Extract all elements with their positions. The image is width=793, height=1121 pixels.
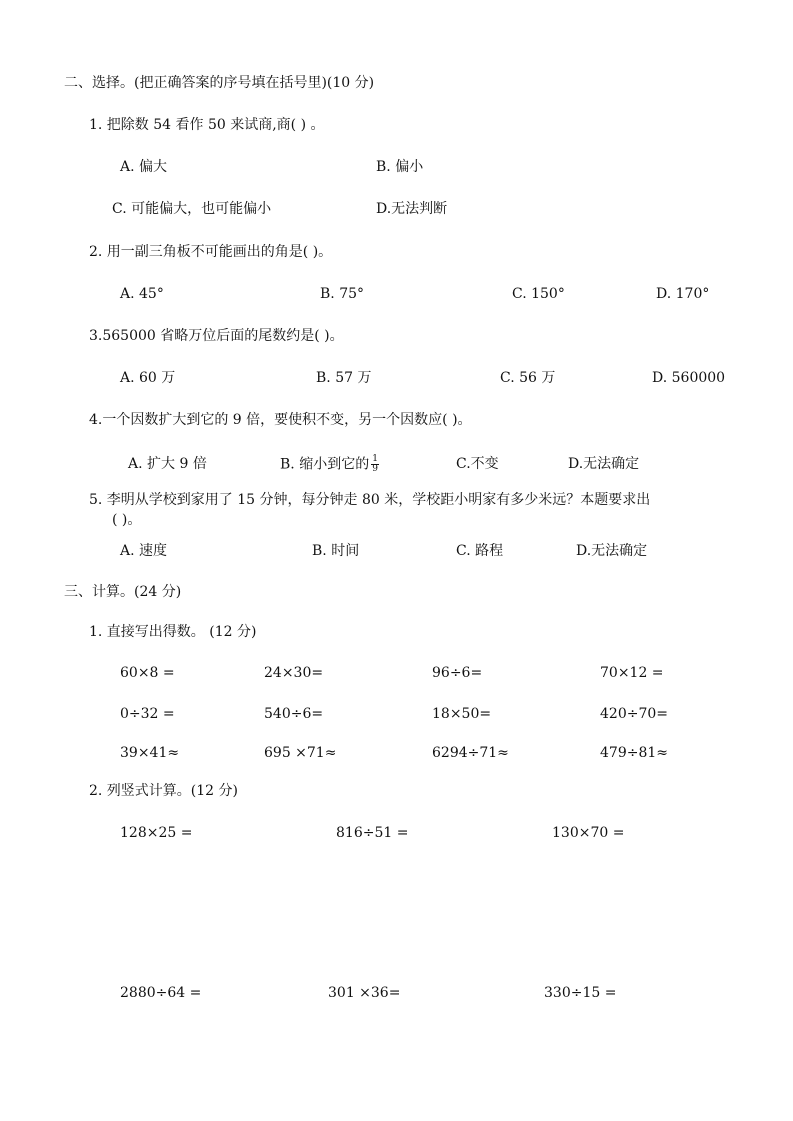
calc-item: 70×12 = <box>600 665 664 681</box>
q1-option-a: A. 偏大 <box>120 159 168 175</box>
vertical-calc-item: 330÷15 = <box>544 985 617 1001</box>
calc-item: 18×50= <box>432 706 492 722</box>
calc-item: 479÷81≈ <box>600 745 668 761</box>
fraction <box>371 455 379 474</box>
q4-option-c: C.不变 <box>456 456 499 472</box>
vertical-calc-item: 130×70 = <box>552 825 625 841</box>
fraction-numerator: 1 <box>372 454 378 464</box>
q4-option-d: D.无法确定 <box>568 456 640 472</box>
q2-option-a: A. 45° <box>120 286 164 302</box>
p1-title: 1. 直接写出得数。 (12 分) <box>89 624 257 640</box>
q3-option-b: B. 57 万 <box>316 370 372 386</box>
q3-stem: 3.565000 省略万位后面的尾数约是( )。 <box>89 328 344 344</box>
q3-option-a: A. 60 万 <box>120 370 176 386</box>
vertical-calc-item: 816÷51 = <box>336 825 409 841</box>
section-2-heading: 二、选择。(把正确答案的序号填在括号里)(10 分) <box>64 75 375 91</box>
q3-option-c: C. 56 万 <box>500 370 556 386</box>
q1-option-c: C. 可能偏大，也可能偏小 <box>112 201 272 217</box>
calc-item: 420÷70= <box>600 706 668 722</box>
q4-option-b <box>280 455 379 474</box>
q5-option-a: A. 速度 <box>120 543 168 559</box>
q4-option-a: A. 扩大 9 倍 <box>128 456 207 472</box>
vertical-calc-item: 128×25 = <box>120 825 193 841</box>
calc-item: 96÷6= <box>432 665 483 681</box>
q5-stem-line2: ( )。 <box>112 512 142 528</box>
calc-item: 24×30= <box>264 665 324 681</box>
calc-item: 6294÷71≈ <box>432 745 509 761</box>
calc-item: 695 ×71≈ <box>264 745 337 761</box>
p2-title: 2. 列竖式计算。(12 分) <box>89 783 238 799</box>
vertical-calc-item: 2880÷64 = <box>120 985 202 1001</box>
calc-item: 60×8 = <box>120 665 175 681</box>
q3-option-d: D. 560000 <box>652 370 726 386</box>
calc-item: 540÷6= <box>264 706 324 722</box>
q1-option-d: D.无法判断 <box>376 201 448 217</box>
q5-option-b: B. 时间 <box>312 543 360 559</box>
q4-option-b-text: B. 缩小到它的 <box>280 456 370 473</box>
q2-option-b: B. 75° <box>320 286 365 302</box>
q2-option-d: D. 170° <box>656 286 710 302</box>
q2-option-c: C. 150° <box>512 286 565 302</box>
vertical-calc-item: 301 ×36= <box>328 985 401 1001</box>
calc-item: 39×41≈ <box>120 745 180 761</box>
q4-stem: 4.一个因数扩大到它的 9 倍，要使积不变，另一个因数应( )。 <box>89 412 472 428</box>
section-3-heading: 三、计算。(24 分) <box>64 584 182 600</box>
q2-stem: 2. 用一副三角板不可能画出的角是( )。 <box>89 244 333 260</box>
q5-stem-line1: 5. 李明从学校到家用了 15 分钟，每分钟走 80 米，学校距小明家有多少米远？本题要求出 <box>89 492 651 508</box>
q1-option-b: B. 偏小 <box>376 159 424 175</box>
q5-option-c: C. 路程 <box>456 543 504 559</box>
fraction-denominator: 9 <box>372 464 378 474</box>
q1-stem: 1. 把除数 54 看作 50 来试商,商( ) 。 <box>89 117 325 133</box>
calc-item: 0÷32 = <box>120 706 175 722</box>
q5-option-d: D.无法确定 <box>576 543 648 559</box>
